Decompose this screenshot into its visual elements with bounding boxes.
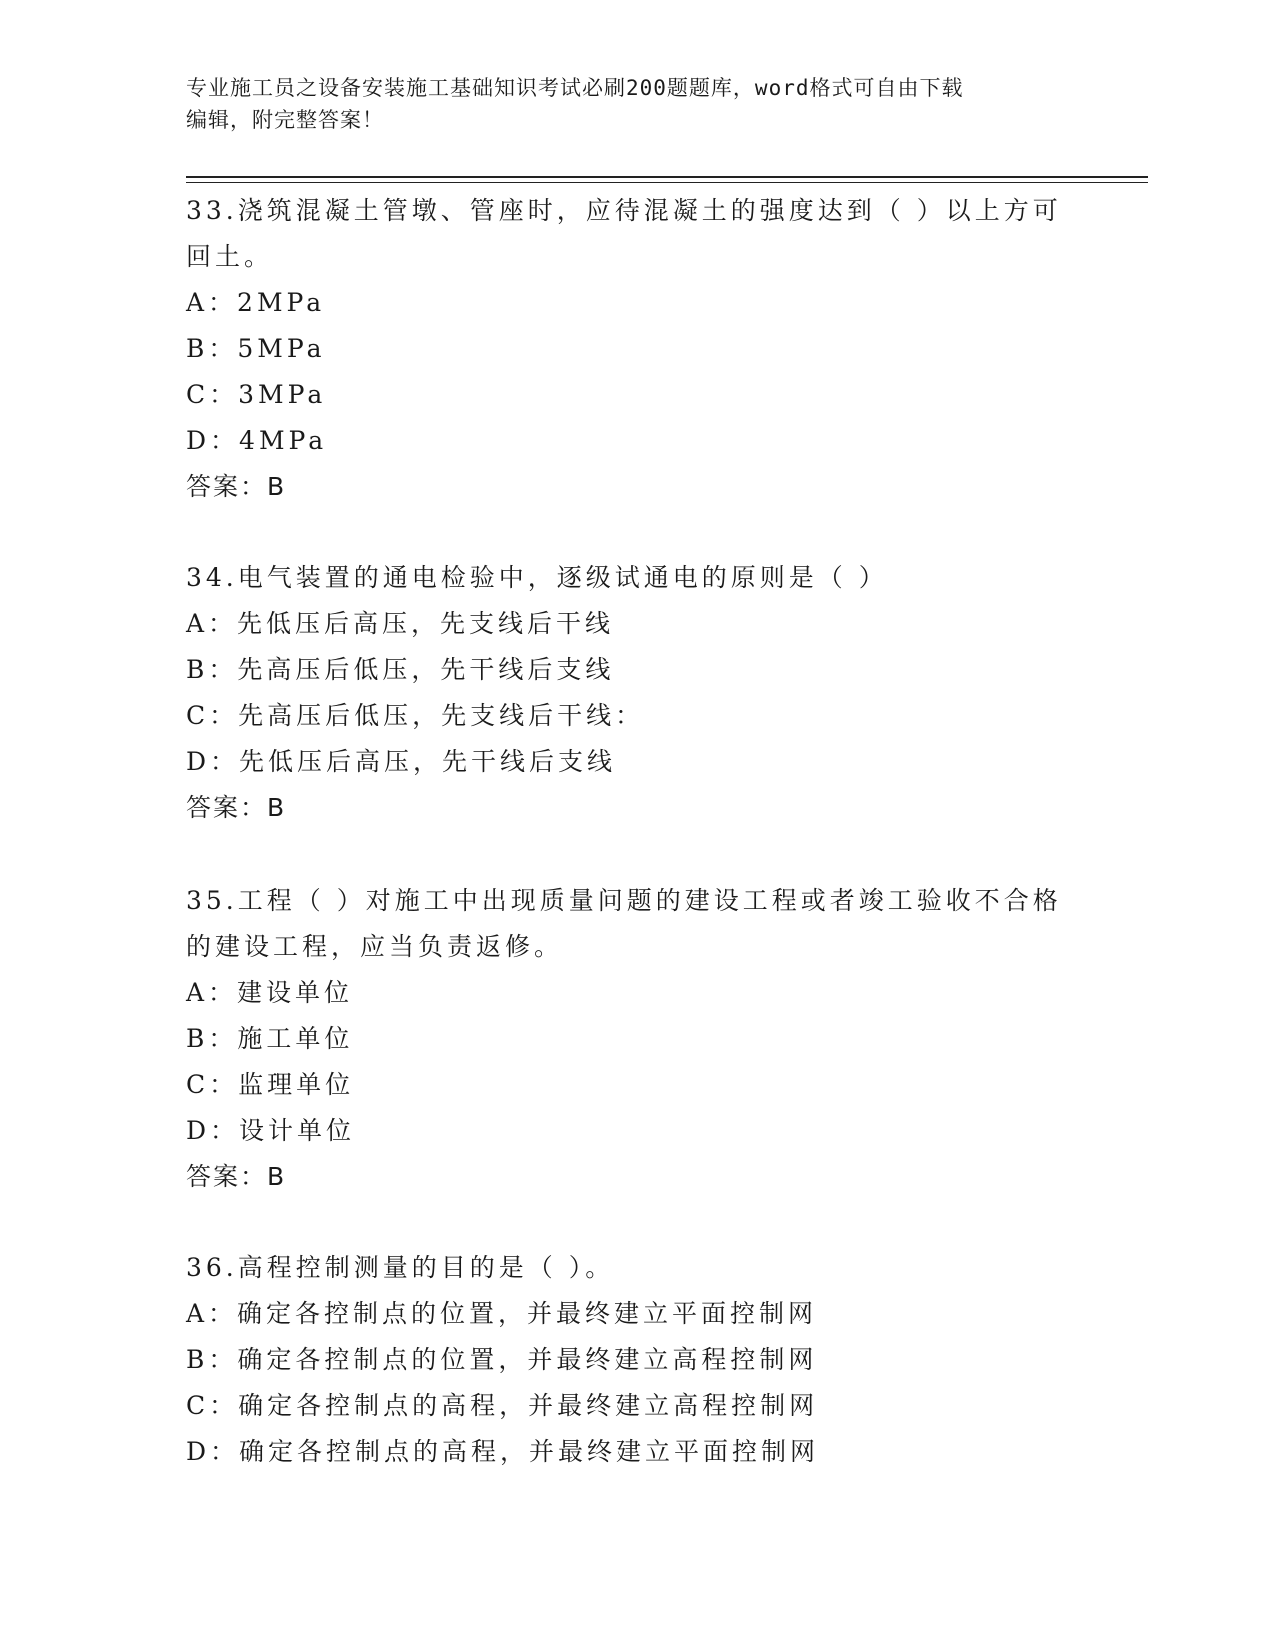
option-d: D：确定各控制点的高程，并最终建立平面控制网 (186, 1437, 820, 1466)
header-line-2: 编辑，附完整答案！ (186, 108, 384, 132)
question-33 (186, 188, 1066, 510)
option-c: C：确定各控制点的高程，并最终建立高程控制网 (186, 1391, 819, 1420)
option-a: A：2MPa (186, 288, 326, 317)
question-stem-line: 回土。 (186, 242, 274, 271)
question-stem-line: 36.高程控制测量的目的是（ ）。 (186, 1253, 615, 1282)
question-stem-line: 33.浇筑混凝土管墩、管座时，应待混凝土的强度达到（ ）以上方可 (186, 196, 1062, 225)
question-36 (186, 1245, 1066, 1475)
question-34 (186, 555, 1066, 831)
question-stem-line: 的建设工程，应当负责返修。 (186, 932, 564, 961)
option-d: D：先低压后高压，先干线后支线 (186, 747, 617, 776)
option-a: A：先低压后高压，先支线后干线 (186, 609, 615, 638)
question-35 (186, 878, 1066, 1200)
option-b: B：先高压后低压，先干线后支线 (186, 655, 615, 684)
option-b: B：5MPa (186, 334, 326, 363)
option-a: A：确定各控制点的位置，并最终建立平面控制网 (186, 1299, 818, 1328)
question-stem-line: 34.电气装置的通电检验中，逐级试通电的原则是（ ） (186, 563, 888, 592)
option-b: B：确定各控制点的位置，并最终建立高程控制网 (186, 1345, 818, 1374)
header-line-1: 专业施工员之设备安装施工基础知识考试必刷200题题库，word格式可自由下载 (186, 76, 964, 100)
document-header (186, 72, 1066, 136)
question-stem-line: 35.工程（ ）对施工中出现质量问题的建设工程或者竣工验收不合格 (186, 886, 1062, 915)
option-d: D：4MPa (186, 426, 328, 455)
option-c: C：先高压后低压，先支线后干线： (186, 701, 645, 730)
header-divider-thick (186, 176, 1148, 178)
option-d: D：设计单位 (186, 1116, 356, 1145)
option-c: C：3MPa (186, 380, 327, 409)
option-b: B：施工单位 (186, 1024, 354, 1053)
option-a: A：建设单位 (186, 978, 354, 1007)
answer-line: 答案：B (186, 1162, 287, 1191)
option-c: C：监理单位 (186, 1070, 355, 1099)
header-divider-thin (186, 182, 1148, 183)
answer-line: 答案：B (186, 793, 287, 822)
answer-line: 答案：B (186, 472, 287, 501)
